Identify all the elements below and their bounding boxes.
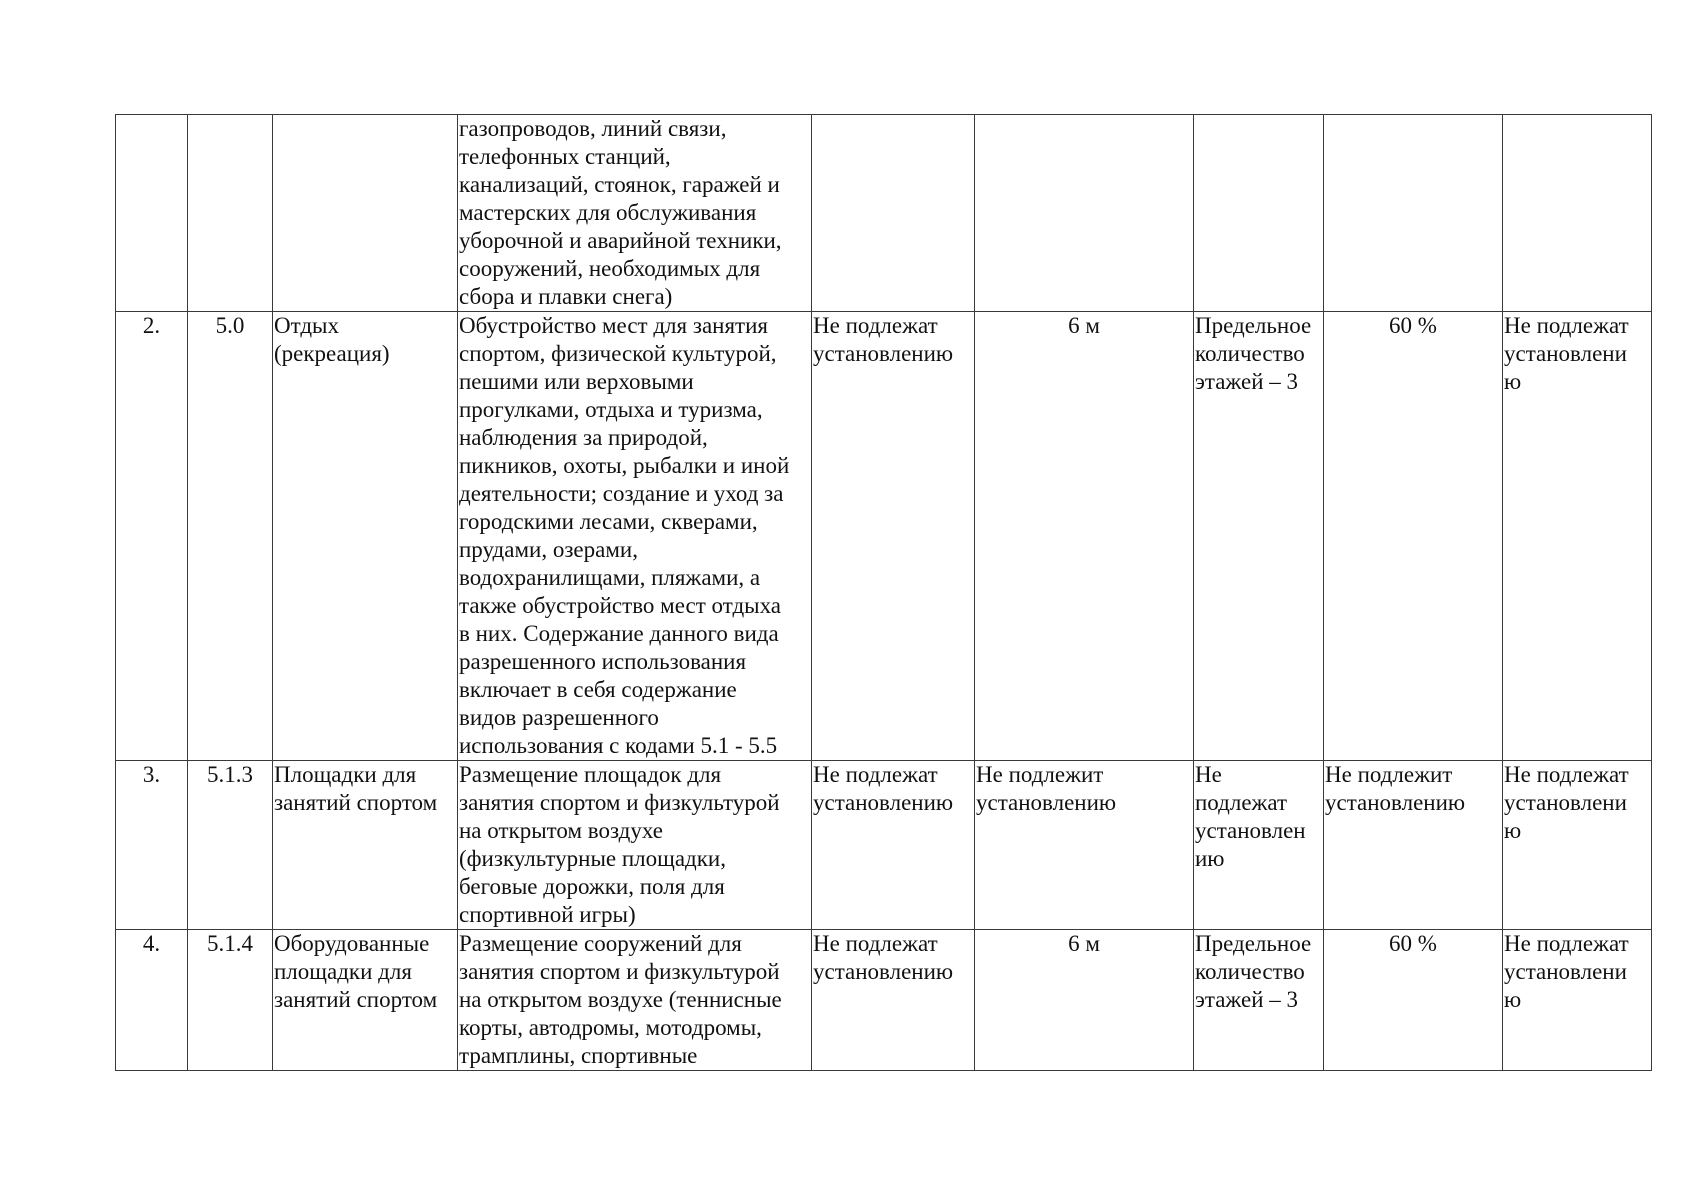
setback-cell — [975, 115, 1194, 312]
description-cell: Размещение площадок для занятия спортом и физкультурой на открытом воздухе (физкультурные площадки, беговые дорожки, поля для спортивной игры) — [458, 761, 812, 930]
table-row — [116, 115, 1652, 312]
code-cell: 5.1.4 — [188, 930, 273, 1071]
table-row — [116, 312, 1652, 761]
use-name-cell: Оборудованные площадки для занятий спортом — [273, 930, 458, 1071]
coverage-cell — [1324, 115, 1503, 312]
code-cell — [188, 115, 273, 312]
setback-cell: Не подлежит установлению — [975, 761, 1194, 930]
other-params-cell: Не подлежат установлени ю — [1503, 930, 1652, 1071]
description-cell: Размещение сооружений для занятия спортом и физкультурой на открытом воздухе (теннисные корты, автодромы, мотодромы, трамплины, спортивные — [458, 930, 812, 1071]
table-row — [116, 761, 1652, 930]
other-params-cell: Не подлежат установлени ю — [1503, 761, 1652, 930]
other-params-cell: Не подлежат установлени ю — [1503, 312, 1652, 761]
description-cell: газопроводов, линий связи, телефонных станций, канализаций, стоянок, гаражей и мастерских для обслуживания уборочной и аварийной техники, сооружений, необходимых для сбора и плавки снега) — [458, 115, 812, 312]
use-name-cell: Отдых (рекреация) — [273, 312, 458, 761]
use-name-cell — [273, 115, 458, 312]
coverage-cell: 60 % — [1324, 930, 1503, 1071]
row-number-cell — [116, 115, 188, 312]
regulations-table — [115, 114, 1652, 1071]
plot-size-cell: Не подлежат установлению — [812, 761, 975, 930]
setback-cell: 6 м — [975, 930, 1194, 1071]
use-name-cell: Площадки для занятий спортом — [273, 761, 458, 930]
code-cell: 5.1.3 — [188, 761, 273, 930]
floors-cell — [1194, 115, 1324, 312]
other-params-cell — [1503, 115, 1652, 312]
coverage-cell: Не подлежит установлению — [1324, 761, 1503, 930]
floors-cell: Не подлежат установлен ию — [1194, 761, 1324, 930]
row-number-cell: 4. — [116, 930, 188, 1071]
plot-size-cell: Не подлежат установлению — [812, 930, 975, 1071]
floors-cell: Предельное количество этажей – 3 — [1194, 930, 1324, 1071]
plot-size-cell — [812, 115, 975, 312]
floors-cell: Предельное количество этажей – 3 — [1194, 312, 1324, 761]
row-number-cell: 2. — [116, 312, 188, 761]
table-row — [116, 930, 1652, 1071]
setback-cell: 6 м — [975, 312, 1194, 761]
code-cell: 5.0 — [188, 312, 273, 761]
row-number-cell: 3. — [116, 761, 188, 930]
coverage-cell: 60 % — [1324, 312, 1503, 761]
plot-size-cell: Не подлежат установлению — [812, 312, 975, 761]
description-cell: Обустройство мест для занятия спортом, физической культурой, пешими или верховыми прогулками, отдыха и туризма, наблюдения за природой, пикников, охоты, рыбалки и иной деятельности; создание и уход за городскими лесами, скверами, прудами, озерами, водохранилищами, пляжами, а также обустройство мест отдыха в них. Содержание данного вида разрешенного использования включает в себя содержание видов разрешенного использования с кодами 5.1 - 5.5 — [458, 312, 812, 761]
